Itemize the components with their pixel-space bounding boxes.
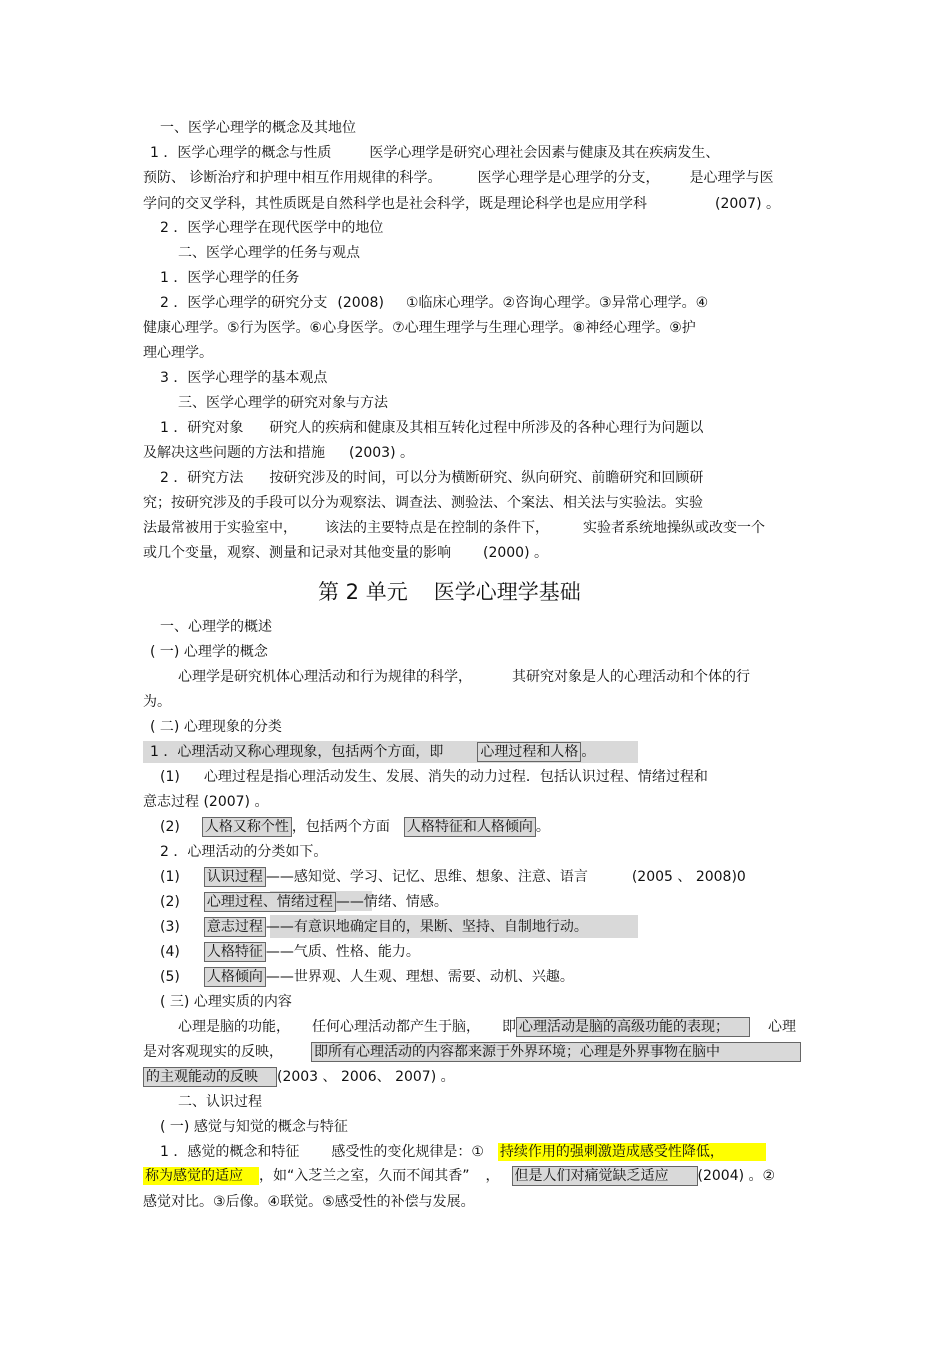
classification-item-1-line2: 意志过程 (2007) 。 bbox=[143, 794, 269, 810]
key-term-box: 认识过程 bbox=[204, 867, 266, 887]
definition-paragraph: 心理学是研究机体心理活动和行为规律的科学， 其研究对象是人的心理活动和个体的行 bbox=[178, 669, 750, 685]
sensation-paragraph: 1 ．感觉的概念和特征 感受性的变化规律是：① 持续作用的强刺激造成感受性降低， bbox=[160, 1142, 766, 1162]
paragraph-3-2-line2: 究；按研究涉及的手段可以分为观察法、调查法、测验法、个案法、相关法与实验法。实验 bbox=[143, 495, 703, 511]
key-term-box: 心理活动是脑的高级功能的表现； bbox=[516, 1017, 750, 1037]
paragraph-3-2-line3: 法最常被用于实验室中， 该法的主要特点是在控制的条件下， 实验者系统地操纵或改变一个 bbox=[143, 520, 765, 536]
classification-item-2: (2) 人格又称个性 ，包括两个方面 人格特征和人格倾向 。 bbox=[160, 819, 550, 835]
section-heading-3: 三、医学心理学的研究对象与方法 bbox=[178, 395, 388, 411]
classification-item-1: (1) 心理过程是指心理活动发生、发展、消失的动力过程．包括认识过程、情绪过程和 bbox=[160, 769, 708, 785]
unit-title: 第 2 单元 医学心理学基础 bbox=[318, 580, 581, 604]
category-row-4: (4) 人格特征 ——气质、性格、能力。 bbox=[160, 944, 420, 960]
subheading-3: ( 三) 心理实质的内容 bbox=[160, 994, 292, 1010]
category-row-1: (1) 认识过程 ——感知觉、学习、记忆、思维、想象、注意、语言 (2005 、 2008)0 bbox=[160, 869, 746, 885]
section-heading-1: 一、医学心理学的概念及其地位 bbox=[160, 120, 356, 136]
paragraph-3-1: 1 ．研究对象 研究人的疾病和健康及其相互转化过程中所涉及的各种心理行为问题以 bbox=[160, 420, 704, 436]
key-term-box: 即所有心理活动的内容都来源于外界环境；心理是外界事物在脑中 bbox=[311, 1042, 801, 1062]
sensation-paragraph-line2: 称为感觉的适应 ，如“入芝兰之室，久而不闻其香” ， 但是人们对痛觉缺乏适应 (2004) 。② bbox=[145, 1168, 776, 1184]
paragraph-1-1-line2: 预防、 诊断治疗和护理中相互作用规律的科学。 医学心理学是心理学的分支， 是心理学与医 bbox=[143, 170, 774, 186]
paragraph-2-2: 2 ．医学心理学的研究分支 (2008) ①临床心理学。②咨询心理学。③异常心理学。④ bbox=[160, 295, 709, 311]
section-heading-2: 二、医学心理学的任务与观点 bbox=[178, 245, 360, 261]
essence-paragraph-line2: 是对客观现实的反映， 即所有心理活动的内容都来源于外界环境；心理是外界事物在脑中 bbox=[143, 1042, 801, 1062]
key-term-box: 心理过程、情绪过程 bbox=[204, 892, 336, 912]
category-row-2: (2) 心理过程、情绪过程 ——情绪、情感。 bbox=[160, 894, 448, 910]
paragraph-1-1-line3: 学问的交叉学科，其性质既是自然科学也是社会科学，既是理论科学也是应用学科 (2007) 。 bbox=[143, 196, 781, 212]
paragraph-1-1: 1 ．医学心理学的概念与性质 医学心理学是研究心理社会因素与健康及其在疾病发生、 bbox=[150, 145, 720, 161]
highlighted-text: 称为感觉的适应 bbox=[143, 1167, 259, 1185]
unit2-section-heading-1: 一、心理学的概述 bbox=[160, 619, 272, 635]
paragraph-3-2-line4: 或几个变量，观察、测量和记录对其他变量的影响 (2000) 。 bbox=[143, 545, 549, 561]
subheading-2: ( 二) 心理现象的分类 bbox=[150, 719, 282, 735]
paragraph-2-3: 3 ．医学心理学的基本观点 bbox=[160, 370, 328, 386]
definition-paragraph-line2: 为。 bbox=[143, 694, 171, 710]
classification-paragraph-1: 1 ．心理活动又称心理现象，包括两个方面，即 心理过程和人格 。 bbox=[150, 744, 596, 760]
key-term-box: 心理过程和人格 bbox=[477, 742, 581, 762]
paragraph-1-2: 2 ．医学心理学在现代医学中的地位 bbox=[160, 220, 384, 236]
highlighted-text: 持续作用的强刺激造成感受性降低， bbox=[498, 1143, 766, 1161]
key-term-box: 人格倾向 bbox=[204, 967, 266, 987]
subheading-1: ( 一) 心理学的概念 bbox=[150, 644, 268, 660]
paragraph-3-1-line2: 及解决这些问题的方法和措施 (2003) 。 bbox=[143, 445, 415, 461]
key-term-box: 意志过程 bbox=[204, 917, 266, 937]
category-row-3: (3) 意志过程 ——有意识地确定目的，果断、坚持、自制地行动。 bbox=[160, 919, 588, 935]
paragraph-2-2-line2: 健康心理学。⑤行为医学。⑥心身医学。⑦心理生理学与生理心理学。⑧神经心理学。⑨护 bbox=[143, 320, 696, 336]
paragraph-2-1: 1 ．医学心理学的任务 bbox=[160, 270, 300, 286]
unit2-section-heading-2: 二、认识过程 bbox=[178, 1094, 262, 1110]
paragraph-2-2-line3: 理心理学。 bbox=[143, 345, 213, 361]
essence-paragraph-line3: 的主观能动的反映 (2003 、 2006、 2007) 。 bbox=[143, 1067, 455, 1087]
key-term-box: 的主观能动的反映 bbox=[143, 1067, 277, 1087]
category-row-5: (5) 人格倾向 ——世界观、人生观、理想、需要、动机、兴趣。 bbox=[160, 969, 574, 985]
essence-paragraph: 心理是脑的功能， 任何心理活动都产生于脑， 即 心理活动是脑的高级功能的表现； 心理 bbox=[178, 1019, 796, 1035]
key-term-box: 人格又称个性 bbox=[202, 817, 292, 837]
key-term-box: 人格特征 bbox=[204, 942, 266, 962]
subheading-4: ( 一) 感觉与知觉的概念与特征 bbox=[160, 1119, 348, 1135]
paragraph-3-2: 2 ．研究方法 按研究涉及的时间，可以分为横断研究、纵向研究、前瞻研究和回顾研 bbox=[160, 470, 704, 486]
key-term-box: 人格特征和人格倾向 bbox=[404, 817, 536, 837]
classification-paragraph-2: 2 ．心理活动的分类如下。 bbox=[160, 844, 328, 860]
sensation-paragraph-line3: 感觉对比。③后像。④联觉。⑤感受性的补偿与发展。 bbox=[143, 1194, 475, 1210]
key-term-box: 但是人们对痛觉缺乏适应 bbox=[512, 1166, 698, 1186]
